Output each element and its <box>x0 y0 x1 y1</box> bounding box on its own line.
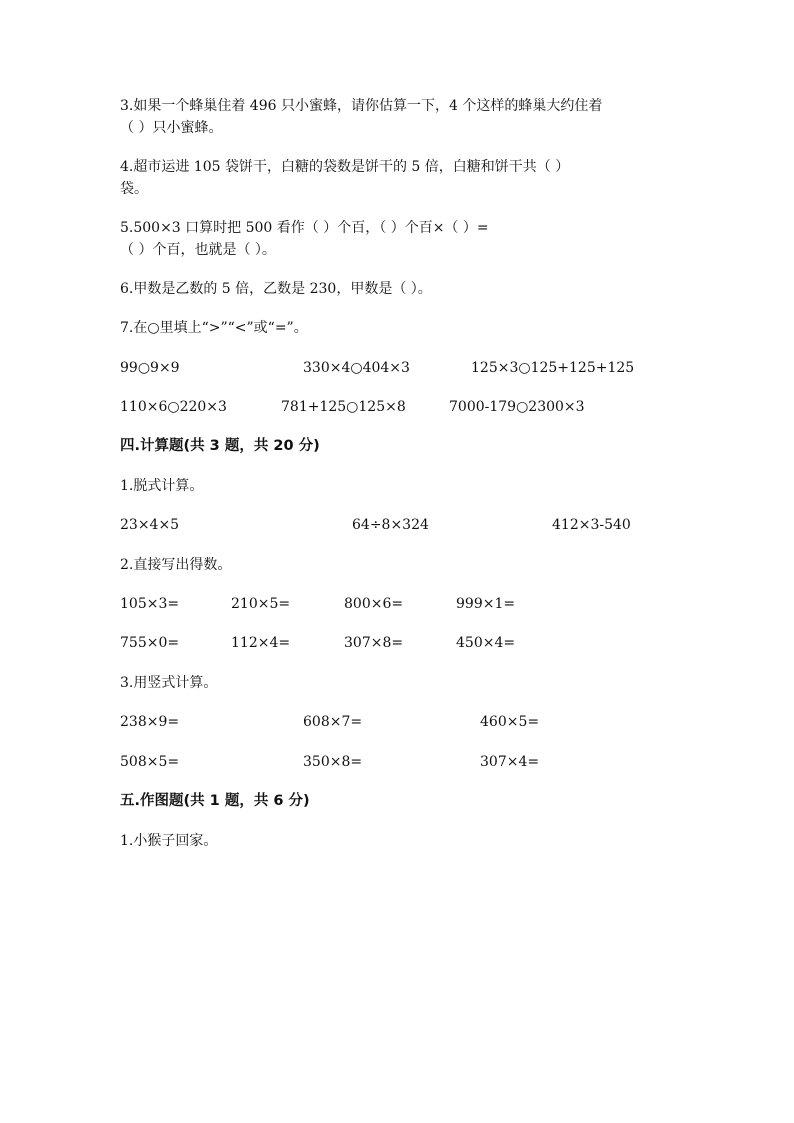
quick-calc-item: 999×1= <box>456 596 516 612</box>
compare-item: 330×4○404×3 <box>303 360 410 376</box>
q4-line1: 4.超市运进 105 袋饼干，白糖的袋数是饼干的 5 倍，白糖和饼干共（ ） <box>120 159 570 175</box>
quick-calc-item: 755×0= <box>120 635 180 651</box>
q5-line2: （ ）个百，也就是（ ）。 <box>120 242 276 258</box>
vertical-calc-item: 350×8= <box>303 754 363 770</box>
quick-calc-item: 105×3= <box>120 596 180 612</box>
quick-calc-item: 210×5= <box>231 596 291 612</box>
section5-p1-title: 1.小猴子回家。 <box>120 833 218 849</box>
section4-title: 四.计算题(共 3 题，共 20 分) <box>120 438 320 454</box>
q4-line2: 袋。 <box>120 181 148 197</box>
vertical-calc-item: 460×5= <box>480 714 540 730</box>
q5-line1: 5.500×3 口算时把 500 看作（ ）个百，（ ）个百×（ ）= <box>120 220 489 236</box>
compare-item: 781+125○125×8 <box>281 399 406 415</box>
compare-item: 125×3○125+125+125 <box>471 360 635 376</box>
q7-text: 7.在○里填上“>”“<”或“=”。 <box>120 320 308 336</box>
section4-p1-title: 1.脱式计算。 <box>120 478 204 494</box>
compare-item: 110×6○220×3 <box>120 399 227 415</box>
compare-item: 99○9×9 <box>120 360 180 376</box>
compare-item: 7000-179○2300×3 <box>449 399 585 415</box>
calc-item: 412×3-540 <box>552 517 631 533</box>
q3-line1: 3.如果一个蜂巢住着 496 只小蜜蜂，请你估算一下，4 个这样的蜂巢大约住着 <box>120 98 603 114</box>
q6-text: 6.甲数是乙数的 5 倍，乙数是 230，甲数是（ ）。 <box>120 281 432 297</box>
q3-line2: （ ）只小蜜蜂。 <box>120 120 223 136</box>
vertical-calc-item: 307×4= <box>480 754 540 770</box>
quick-calc-item: 112×4= <box>231 635 291 651</box>
quick-calc-item: 800×6= <box>344 596 404 612</box>
section4-p2-title: 2.直接写出得数。 <box>120 557 232 573</box>
section5-title: 五.作图题(共 1 题，共 6 分) <box>120 793 310 809</box>
calc-item: 64÷8×324 <box>352 517 429 533</box>
vertical-calc-item: 608×7= <box>303 714 363 730</box>
calc-item: 23×4×5 <box>120 517 180 533</box>
vertical-calc-item: 508×5= <box>120 754 180 770</box>
section4-p3-title: 3.用竖式计算。 <box>120 675 218 691</box>
quick-calc-item: 307×8= <box>344 635 404 651</box>
quick-calc-item: 450×4= <box>456 635 516 651</box>
vertical-calc-item: 238×9= <box>120 714 180 730</box>
